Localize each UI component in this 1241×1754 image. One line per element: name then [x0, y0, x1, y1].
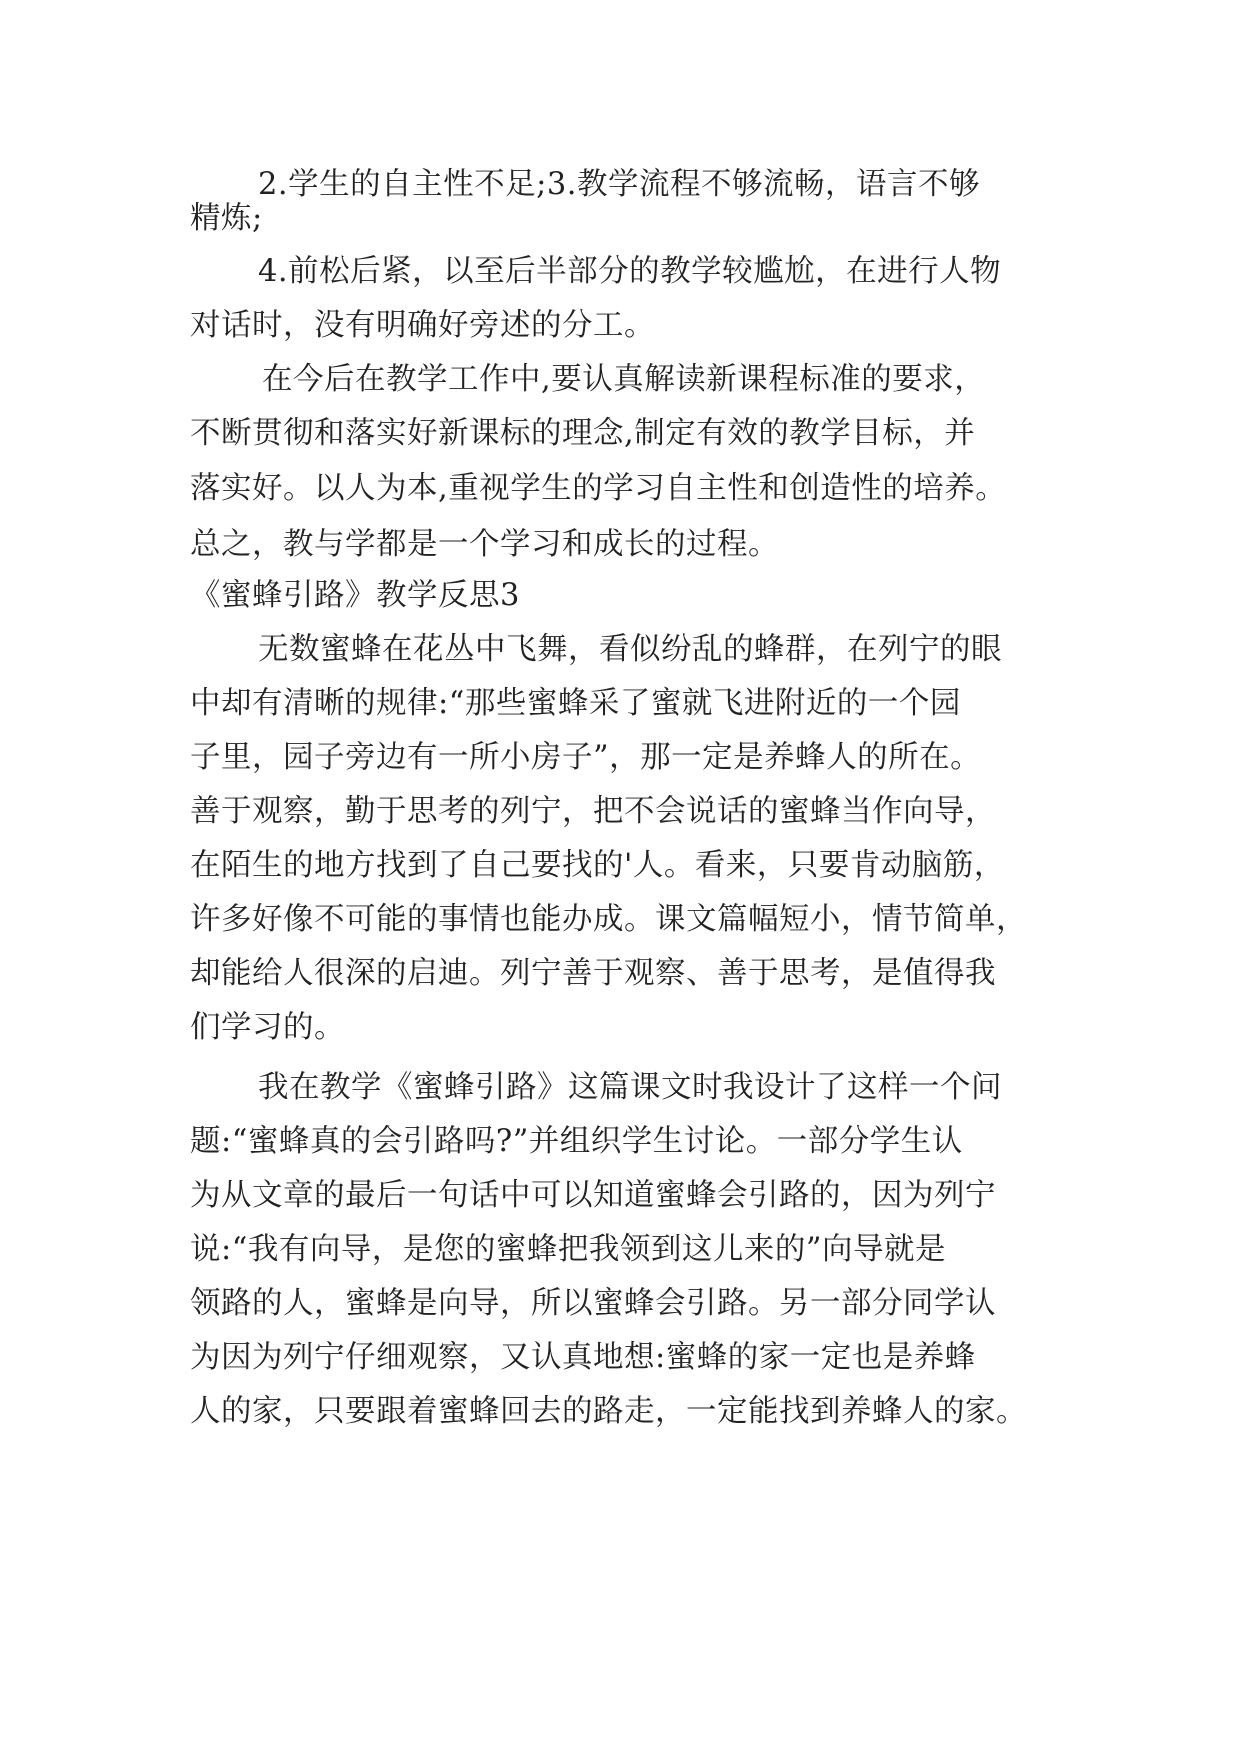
- text-line: 总之，教与学都是一个学习和成长的过程。: [190, 527, 779, 562]
- text-line: 子里，园子旁边有一所小房子”，那一定是养蜂人的所在。: [190, 740, 982, 775]
- section-heading: 《蜜蜂引路》教学反思3: [190, 578, 520, 613]
- text-line: 题:“蜜蜂真的会引路吗?”并组织学生讨论。一部分学生认: [190, 1124, 963, 1159]
- text-line: 对话时，没有明确好旁述的分工。: [190, 308, 655, 343]
- text-line: 为从文章的最后一句话中可以知道蜜蜂会引路的，因为列宁: [190, 1178, 996, 1213]
- text-line: 说:“我有向导，是您的蜜蜂把我领到这儿来的”向导就是: [190, 1232, 946, 1267]
- text-line: 精炼;: [190, 201, 263, 236]
- text-line: 在今后在教学工作中,要认真解读新课程标准的要求，: [262, 362, 986, 397]
- text-line: 人的家，只要跟着蜜蜂回去的路走，一定能找到养蜂人的家。: [190, 1394, 1027, 1429]
- text-line: 为因为列宁仔细观察，又认真地想:蜜蜂的家一定也是养蜂: [190, 1340, 976, 1375]
- text-line: 在陌生的地方找到了自己要找的'人。看来，只要肯动脑筋，: [190, 848, 1005, 883]
- text-line: 领路的人，蜜蜂是向导，所以蜜蜂会引路。另一部分同学认: [190, 1286, 996, 1321]
- text-line: 落实好。以人为本,重视学生的学习自主性和创造性的培养。: [190, 471, 1007, 506]
- text-line: 们学习的。: [190, 1010, 345, 1045]
- text-line: 却能给人很深的启迪。列宁善于观察、善于思考，是值得我: [190, 956, 996, 991]
- text-line: 许多好像不可能的事情也能办成。课文篇幅短小，情节简单，: [190, 902, 1027, 937]
- text-line: 4.前松后紧，以至后半部分的教学较尴尬，在进行人物: [258, 254, 1002, 289]
- text-line: 无数蜜蜂在花丛中飞舞，看似纷乱的蜂群，在列宁的眼: [258, 632, 1002, 667]
- text-line: 中却有清晰的规律:“那些蜜蜂采了蜜就飞进附近的一个园: [190, 686, 961, 721]
- text-line: 不断贯彻和落实好新课标的理念,制定有效的教学目标，并: [190, 416, 976, 451]
- text-line: 2.学生的自主性不足;3.教学流程不够流畅，语言不够: [258, 167, 980, 202]
- text-line: 我在教学《蜜蜂引路》这篇课文时我设计了这样一个问: [258, 1070, 1002, 1105]
- text-line: 善于观察，勤于思考的列宁，把不会说话的蜜蜂当作向导，: [190, 794, 996, 829]
